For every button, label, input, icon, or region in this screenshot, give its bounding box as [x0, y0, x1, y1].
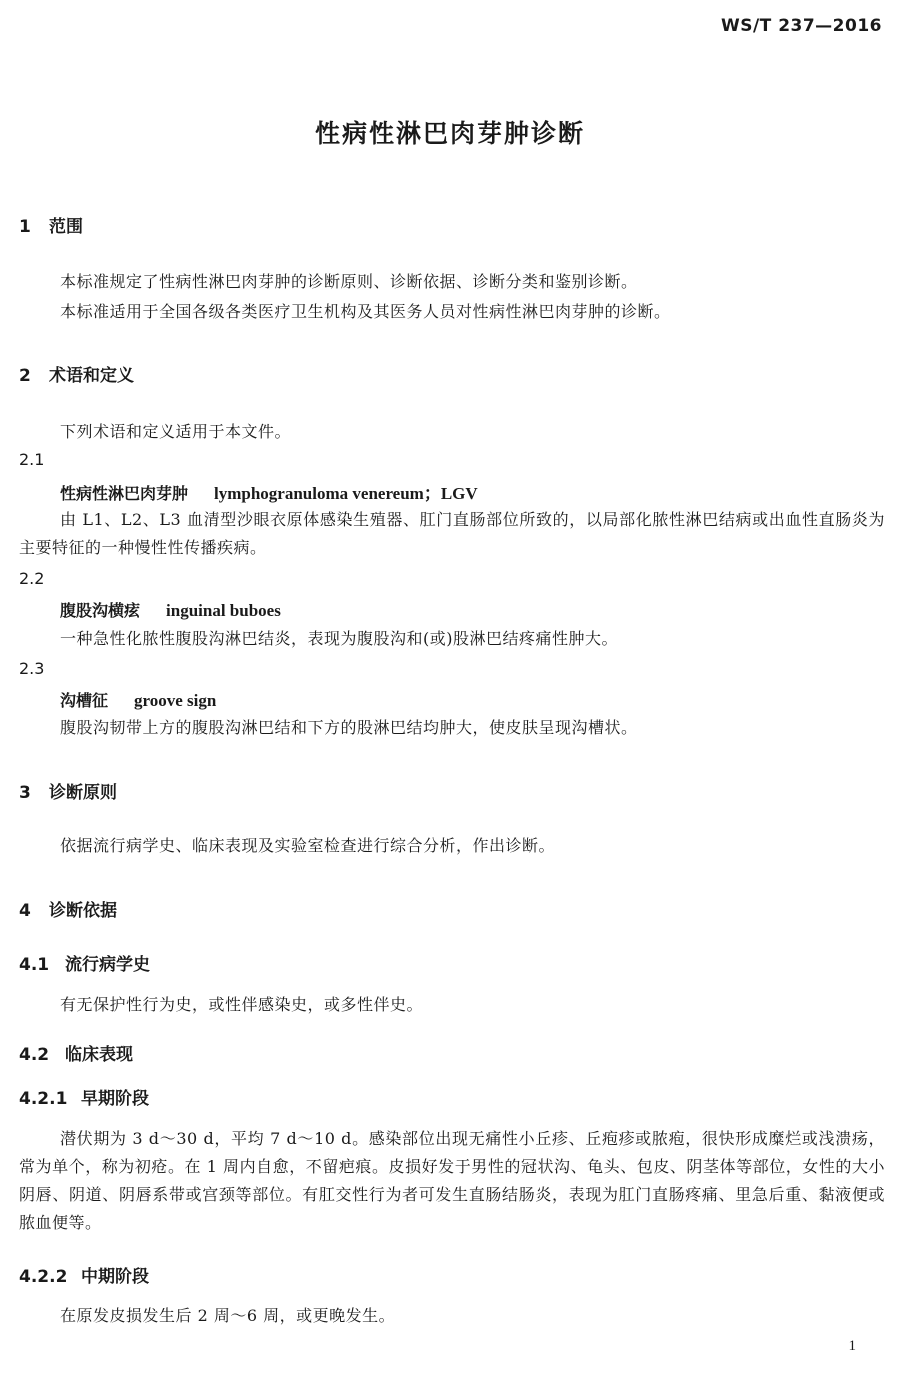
- document-title: 性病性淋巴肉芽肿诊断: [314, 119, 585, 148]
- section-title: 诊断原则: [49, 783, 117, 803]
- section-number: 1: [19, 217, 31, 237]
- standard-code: WS/T 237—2016: [720, 16, 882, 36]
- page-number: 1: [848, 1338, 856, 1354]
- subsection-4-2-heading: [19, 1040, 133, 1065]
- subsection-number: 4.2: [19, 1045, 50, 1065]
- section-number: 2: [19, 366, 31, 386]
- term-2-1-heading: [60, 479, 478, 504]
- subsection-4-2-2-paragraph: 在原发皮损发生后 2 周～6 周，或更晚发生。: [60, 1306, 396, 1325]
- section-title: 范围: [49, 217, 83, 237]
- section-4-heading: [19, 896, 117, 921]
- term-2-2-definition: 一种急性化脓性腹股沟淋巴结炎，表现为腹股沟和(或)股淋巴结疼痛性肿大。: [60, 629, 618, 648]
- section-title: 诊断依据: [49, 901, 117, 921]
- section-2-intro: 下列术语和定义适用于本文件。: [60, 422, 292, 441]
- term-chinese: 性病性淋巴肉芽肿: [60, 484, 189, 503]
- subsection-4-2-1-heading: [19, 1084, 149, 1109]
- term-english: groove sign: [134, 691, 217, 710]
- section-3-heading: [19, 778, 117, 803]
- subsection-4-2-2-heading: [19, 1262, 149, 1287]
- section-1-paragraph-1: 本标准规定了性病性淋巴肉芽肿的诊断原则、诊断依据、诊断分类和鉴别诊断。: [60, 272, 638, 291]
- section-3-paragraph: 依据流行病学史、临床表现及实验室检查进行综合分析，作出诊断。: [60, 836, 556, 855]
- section-1-paragraph-2: 本标准适用于全国各级各类医疗卫生机构及其医务人员对性病性淋巴肉芽肿的诊断。: [60, 302, 671, 321]
- term-chinese: 沟槽征: [60, 691, 109, 710]
- term-2-3-number: 2.3: [19, 659, 45, 678]
- subsection-4-1-paragraph: 有无保护性行为史，或性伴感染史，或多性伴史。: [60, 995, 424, 1014]
- section-2-heading: [19, 361, 134, 386]
- term-english: lymphogranuloma venereum；LGV: [214, 484, 478, 503]
- subsection-title: 早期阶段: [81, 1089, 149, 1109]
- subsection-title: 流行病学史: [65, 955, 150, 975]
- term-2-2-heading: [60, 598, 281, 621]
- subsection-title: 中期阶段: [81, 1267, 149, 1287]
- term-2-3-definition: 腹股沟韧带上方的腹股沟淋巴结和下方的股淋巴结均肿大，使皮肤呈现沟槽状。: [60, 718, 638, 737]
- term-2-1-definition: 由 L1、L2、L3 血清型沙眼衣原体感染生殖器、肛门直肠部位所致的，以局部化脓性淋巴结病或出血性直肠炎为主要特征的一种慢性性传播疾病。: [19, 510, 885, 557]
- term-english: inguinal buboes: [166, 601, 281, 620]
- term-2-1-number: 2.1: [19, 450, 45, 469]
- subsection-4-1-heading: [19, 950, 150, 975]
- section-1-heading: [19, 212, 83, 237]
- section-title: 术语和定义: [49, 366, 134, 386]
- term-chinese: 腹股沟横痃: [60, 601, 141, 620]
- section-number: 4: [19, 901, 31, 921]
- term-2-3-heading: [60, 688, 216, 711]
- subsection-number: 4.2.2: [19, 1267, 68, 1287]
- term-2-2-number: 2.2: [19, 569, 45, 588]
- subsection-number: 4.2.1: [19, 1089, 68, 1109]
- section-number: 3: [19, 783, 31, 803]
- subsection-number: 4.1: [19, 955, 50, 975]
- subsection-4-2-1-paragraph: 潜伏期为 3 d～30 d，平均 7 d～10 d。感染部位出现无痛性小丘疹、丘疱疹或脓疱，很快形成糜烂或浅溃疡，常为单个，称为初疮。在 1 周内自愈，不留疤痕。皮损好发于男性的冠状沟、龟头、包皮、阴茎体等部位，女性的大小阴唇、阴道、阴唇系带或宫颈等部位。有肛交性行为者可发生直肠结肠炎，表现为肛门直肠疼痛、里急后重、黏液便或脓血便等。: [19, 1129, 885, 1232]
- subsection-title: 临床表现: [65, 1045, 133, 1065]
